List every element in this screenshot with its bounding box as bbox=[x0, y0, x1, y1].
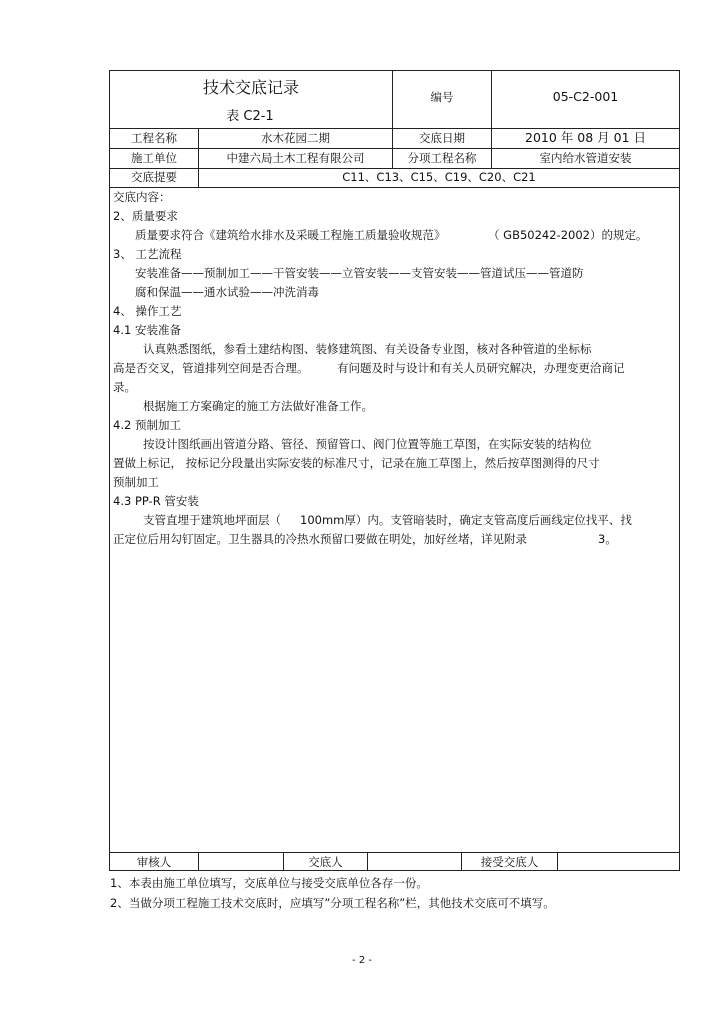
content-line: 录。 bbox=[113, 380, 136, 394]
content-line: 置做上标记， 按标记分段量出实际安装的标准尺寸，记录在施工草图上，然后按草图测得的尺寸 bbox=[113, 456, 600, 470]
date-value: 2010 年 08 月 01 日 bbox=[525, 130, 646, 145]
number-value: 05-C2-001 bbox=[552, 89, 619, 104]
content-line: （ GB50242-2002）的规定。 bbox=[488, 228, 648, 242]
content-line: 有问题及时与设计和有关人员研究解决，办理变更洽商记 bbox=[337, 361, 625, 375]
col-rule-sig-3 bbox=[367, 852, 368, 870]
receiver-label: 接受交底人 bbox=[480, 855, 539, 869]
table-border-top bbox=[109, 70, 679, 71]
table-border-bottom bbox=[109, 870, 679, 871]
content-line: 3、 工艺流程 bbox=[113, 247, 182, 261]
content-line: 安装准备——预制加工——干管安装——立管安装——支管安装——管道试压——管道防 bbox=[135, 266, 584, 280]
col-rule-sig-1 bbox=[198, 852, 199, 870]
content-line: 3。 bbox=[598, 532, 617, 546]
content-line: 预制加工 bbox=[113, 475, 159, 489]
number-label: 编号 bbox=[430, 90, 454, 104]
content-line: 腐和保温——通水试验——冲洗消毒 bbox=[135, 285, 319, 299]
content-line: 质量要求符合《建筑给水排水及采暖工程施工质量验收规范》 bbox=[135, 228, 446, 242]
unit-value: 中建六局土木工程有限公司 bbox=[226, 151, 365, 165]
content-line: 根据施工方案确定的施工方法做好准备工作。 bbox=[143, 399, 373, 413]
content-line: 高是否交叉，管道排列空间是否合理。 bbox=[113, 361, 309, 375]
content-line: 2、质量要求 bbox=[113, 209, 178, 223]
content-line: 4、 操作工艺 bbox=[113, 304, 182, 318]
content-heading: 交底内容： bbox=[113, 190, 171, 204]
content-line: 4.1 安装准备 bbox=[113, 323, 181, 337]
content-line: 正定位后用勾钉固定。卫生器具的冷热水预留口要做在明处，加好丝堵，详见附录 bbox=[113, 532, 527, 546]
content-line: 4.2 预制加工 bbox=[113, 418, 181, 432]
col-rule-sig-5 bbox=[557, 852, 558, 870]
form-title: 技术交底记录 bbox=[202, 78, 299, 97]
content-line: 按设计图纸画出管道分路、管径、预留管口、阀门位置等施工草图，在实际安装的结构位 bbox=[143, 437, 592, 451]
content-line: 认真熟悉图纸，参看土建结构图、装修建筑图、有关设备专业图，核对各种管道的坐标标 bbox=[143, 342, 592, 356]
note-1: 1、本表由施工单位填写，交底单位与接受交底单位各存一份。 bbox=[110, 876, 428, 890]
row-rule-signatures bbox=[109, 852, 679, 853]
sub-project-label: 分项工程名称 bbox=[407, 151, 477, 165]
note-2: 2、当做分项工程施工技术交底时，应填写”分项工程名称”栏，其他技术交底可不填写。 bbox=[110, 896, 555, 910]
date-label: 交底日期 bbox=[419, 131, 465, 145]
reviewer-label: 审核人 bbox=[136, 855, 172, 869]
project-value: 水木花园二期 bbox=[261, 131, 330, 145]
summary-label: 交底提要 bbox=[131, 170, 177, 184]
row-rule-project bbox=[109, 148, 679, 149]
form-number: 表 C2-1 bbox=[226, 109, 274, 124]
unit-label: 施工单位 bbox=[131, 151, 177, 165]
content-line: 支管直埋于建筑地坪面层（ bbox=[143, 513, 281, 527]
sub-project-value: 室内给水管道安装 bbox=[539, 151, 632, 165]
table-border-left bbox=[109, 70, 110, 871]
table-border-right bbox=[679, 70, 680, 871]
row-rule-header bbox=[109, 128, 679, 129]
row-rule-unit bbox=[109, 168, 679, 169]
page-number: - 2 - bbox=[352, 955, 372, 966]
summary-value: C11、C13、C15、C19、C20、C21 bbox=[342, 170, 536, 184]
project-label: 工程名称 bbox=[131, 131, 177, 145]
discloser-label: 交底人 bbox=[308, 855, 343, 869]
content-line: 100mm厚）内。支管暗装时，确定支管高度后画线定位找平、找 bbox=[300, 513, 632, 527]
content-line: 4.3 PP-R 管安装 bbox=[113, 494, 199, 508]
row-rule-summary bbox=[109, 187, 679, 188]
